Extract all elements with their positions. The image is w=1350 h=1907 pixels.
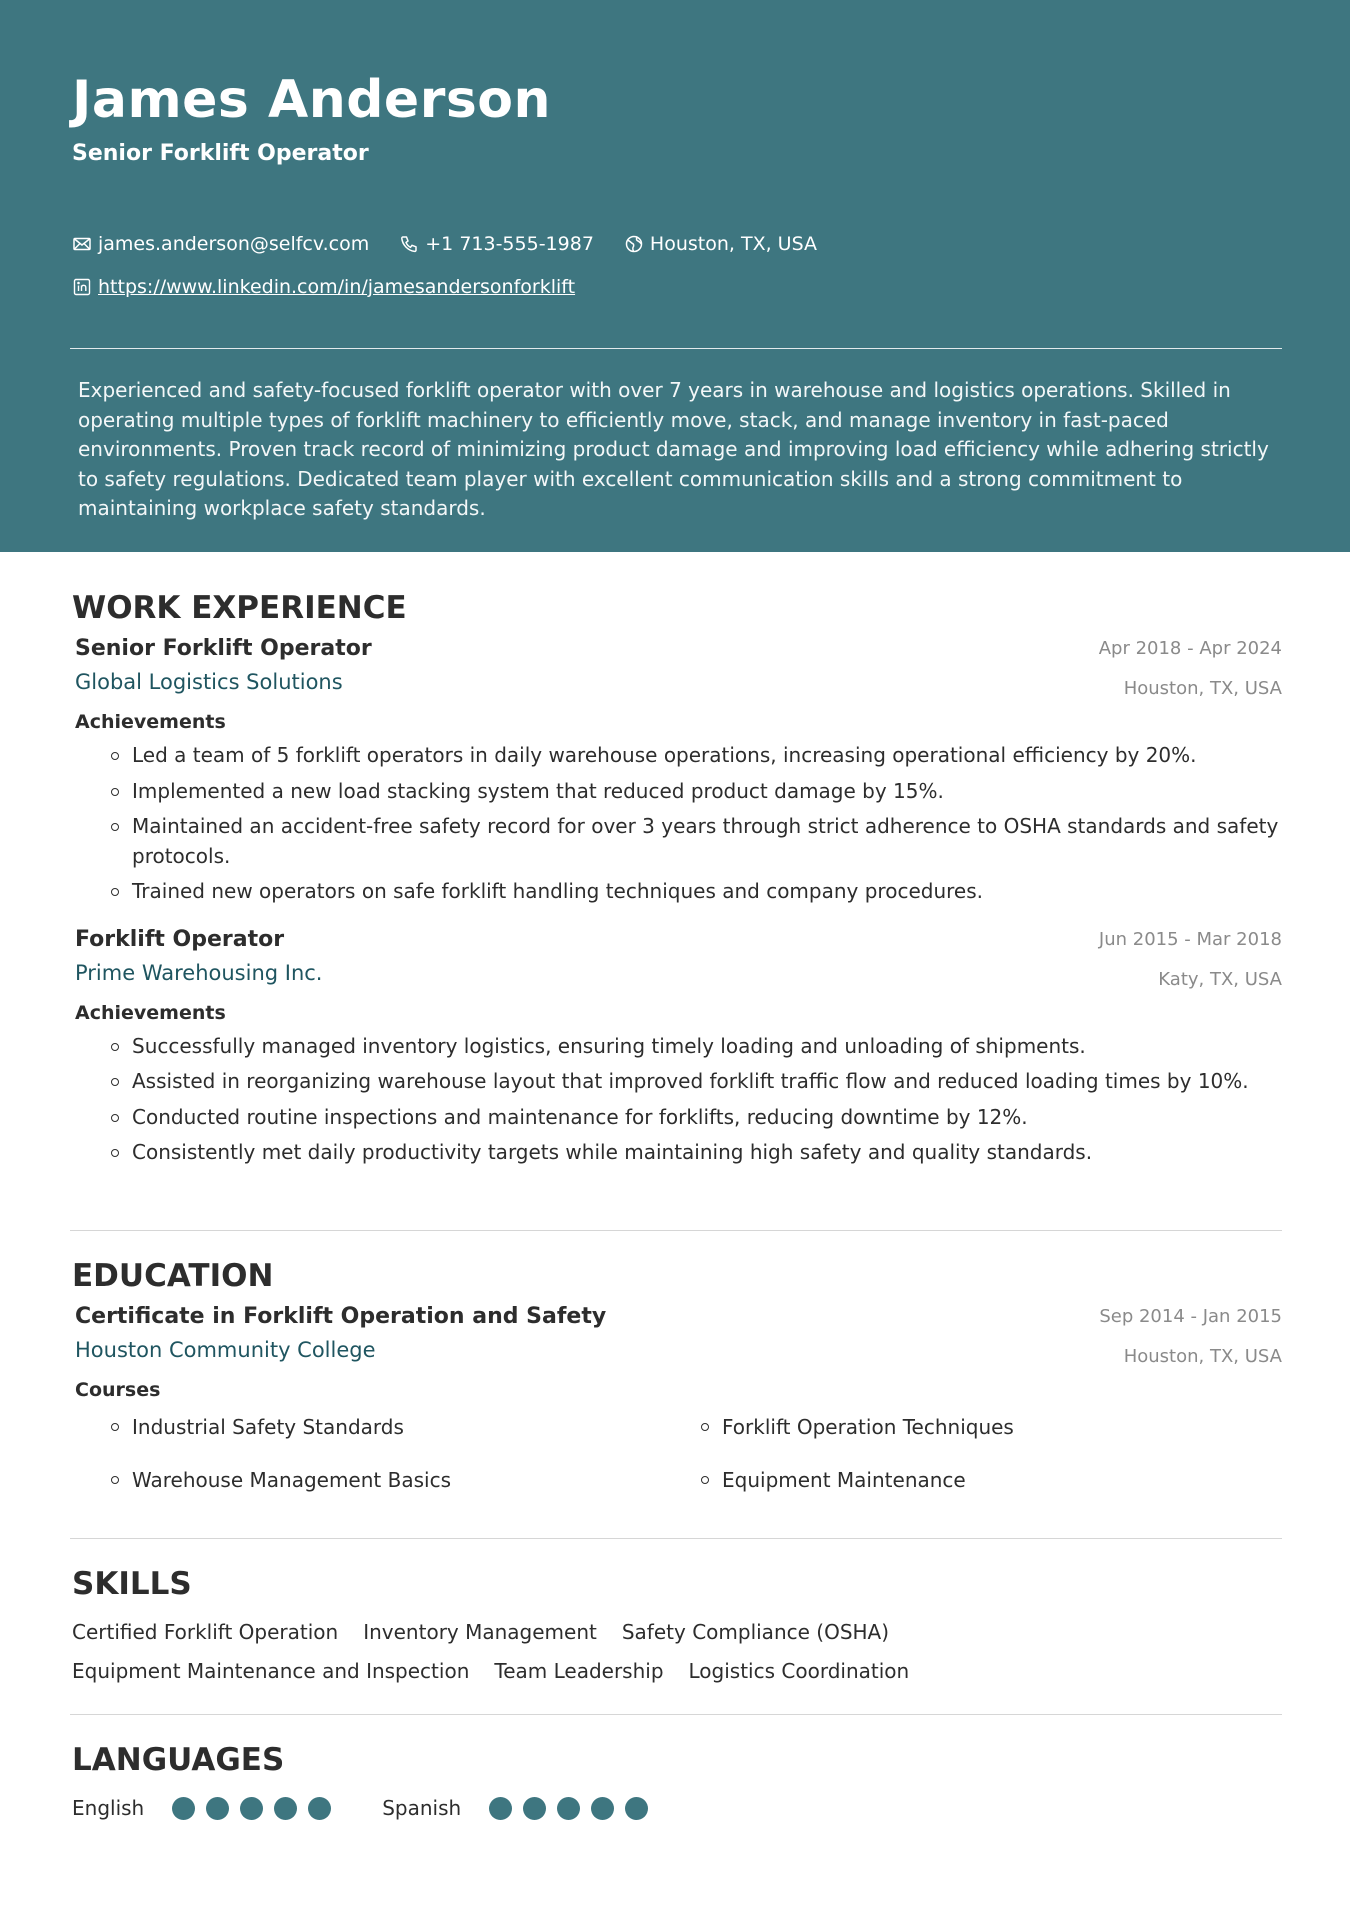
phone-text: +1 713-555-1987	[425, 233, 594, 255]
level-dot	[172, 1797, 195, 1820]
skills-section	[72, 1564, 1282, 1695]
education-entry	[75, 1302, 1282, 1495]
achievements-list	[109, 741, 1282, 907]
skill-item: Certified Forklift Operation	[72, 1620, 339, 1644]
section-title-education: EDUCATION	[72, 1258, 274, 1294]
language-level-dots	[489, 1797, 659, 1820]
job-entry	[75, 925, 1282, 1168]
level-dot	[206, 1797, 229, 1820]
location-text: Houston, TX, USA	[649, 233, 817, 255]
contact-info	[72, 230, 847, 316]
level-dot	[523, 1797, 546, 1820]
achievements-heading: Achievements	[75, 711, 226, 733]
job-title: Forklift Operator	[75, 926, 285, 952]
email-text: james.anderson@selfcv.com	[98, 233, 370, 255]
skills-list	[72, 1617, 992, 1695]
job-title: Senior Forklift Operator	[75, 636, 372, 661]
language-level-dots	[172, 1797, 342, 1820]
job-dates: Jun 2015 - Mar 2018	[1098, 928, 1282, 950]
linkedin-link[interactable]: https://www.linkedin.com/in/jamesandersonforklift	[98, 276, 576, 298]
globe-icon	[624, 234, 644, 254]
section-title-skills: SKILLS	[72, 1566, 192, 1602]
list-item: Consistently met daily productivity targets while maintaining high safety and quality standards.	[109, 1138, 1282, 1168]
section-divider	[70, 1714, 1282, 1715]
list-item: Successfully managed inventory logistics, ensuring timely loading and unloading of shipments.	[109, 1032, 1282, 1062]
section-divider	[70, 1230, 1282, 1231]
level-dot	[625, 1797, 648, 1820]
list-item: Industrial Safety Standards	[109, 1412, 699, 1442]
contact-email[interactable]	[72, 230, 369, 258]
candidate-title: Senior Forklift Operator	[72, 141, 369, 166]
skill-item: Equipment Maintenance and Inspection	[72, 1659, 470, 1683]
education-dates: Sep 2014 - Jan 2015	[1099, 1306, 1282, 1327]
list-item: Trained new operators on safe forklift handling techniques and company procedures.	[109, 877, 1282, 907]
skill-item: Inventory Management	[363, 1620, 597, 1644]
work-experience-section	[72, 588, 1282, 1174]
job-dates: Apr 2018 - Apr 2024	[1098, 638, 1282, 659]
job-location: Houston, TX, USA	[1123, 678, 1282, 699]
contact-linkedin[interactable]	[72, 273, 575, 301]
language-name: English	[72, 1796, 145, 1820]
languages-section	[72, 1740, 1282, 1823]
level-dot	[240, 1797, 263, 1820]
languages-list	[72, 1793, 1282, 1823]
level-dot	[591, 1797, 614, 1820]
envelope-icon	[72, 234, 92, 254]
skill-item: Team Leadership	[494, 1659, 664, 1683]
section-divider	[70, 1538, 1282, 1539]
list-item: Warehouse Management Basics	[109, 1465, 699, 1495]
company-name: Global Logistics Solutions	[75, 670, 343, 694]
job-entry	[75, 634, 1282, 907]
degree-title: Certificate in Forklift Operation and Safety	[75, 1304, 607, 1329]
list-item: Forklift Operation Techniques	[699, 1412, 1289, 1442]
list-item: Assisted in reorganizing warehouse layout that improved forklift traffic flow and reduced loading times by 10%.	[109, 1067, 1282, 1097]
courses-heading: Courses	[75, 1379, 161, 1401]
phone-icon	[399, 234, 419, 254]
job-location: Katy, TX, USA	[1158, 968, 1282, 990]
contact-row-primary	[72, 230, 847, 258]
courses-list	[109, 1412, 1282, 1495]
level-dot	[489, 1797, 512, 1820]
company-name: Prime Warehousing Inc.	[75, 960, 323, 985]
header-divider	[70, 348, 1282, 349]
school-name: Houston Community College	[75, 1338, 376, 1362]
level-dot	[274, 1797, 297, 1820]
list-item: Equipment Maintenance	[699, 1465, 1289, 1495]
contact-location	[624, 230, 817, 258]
list-item: Led a team of 5 forklift operators in daily warehouse operations, increasing operational efficiency by 20%.	[109, 741, 1282, 771]
section-title-languages: LANGUAGES	[72, 1742, 285, 1778]
language-name: Spanish	[382, 1796, 462, 1820]
education-location: Houston, TX, USA	[1123, 1346, 1282, 1367]
list-item: Maintained an accident-free safety record for over 3 years through strict adherence to OSHA standards and safety protocols.	[109, 812, 1282, 871]
achievements-heading: Achievements	[75, 1001, 226, 1024]
list-item: Conducted routine inspections and maintenance for forklifts, reducing downtime by 12%.	[109, 1103, 1282, 1133]
education-section	[72, 1256, 1282, 1495]
resume-header	[0, 0, 1350, 552]
profile-summary: Experienced and safety-focused forklift operator with over 7 years in warehouse and logistics operations. Skilled in operating multiple types of forklift machinery to efficiently move, stack, and manage inventory in fast-paced environments. Proven track record of minimizing product damage and improving load efficiency while adhering strictly to safety regulations. Dedicated team player with excellent communication skills and a strong commitment to maintaining workplace safety standards.	[78, 378, 1269, 521]
level-dot	[308, 1797, 331, 1820]
list-item: Implemented a new load stacking system that reduced product damage by 15%.	[109, 777, 1282, 807]
contact-row-secondary	[72, 273, 847, 301]
section-title-work: WORK EXPERIENCE	[72, 590, 407, 626]
level-dot	[557, 1797, 580, 1820]
achievements-list	[109, 1032, 1282, 1168]
contact-phone[interactable]	[399, 230, 594, 258]
candidate-name: James Anderson	[72, 70, 552, 130]
linkedin-icon	[72, 277, 92, 297]
skill-item: Safety Compliance (OSHA)	[621, 1620, 890, 1644]
skill-item: Logistics Coordination	[688, 1659, 910, 1683]
